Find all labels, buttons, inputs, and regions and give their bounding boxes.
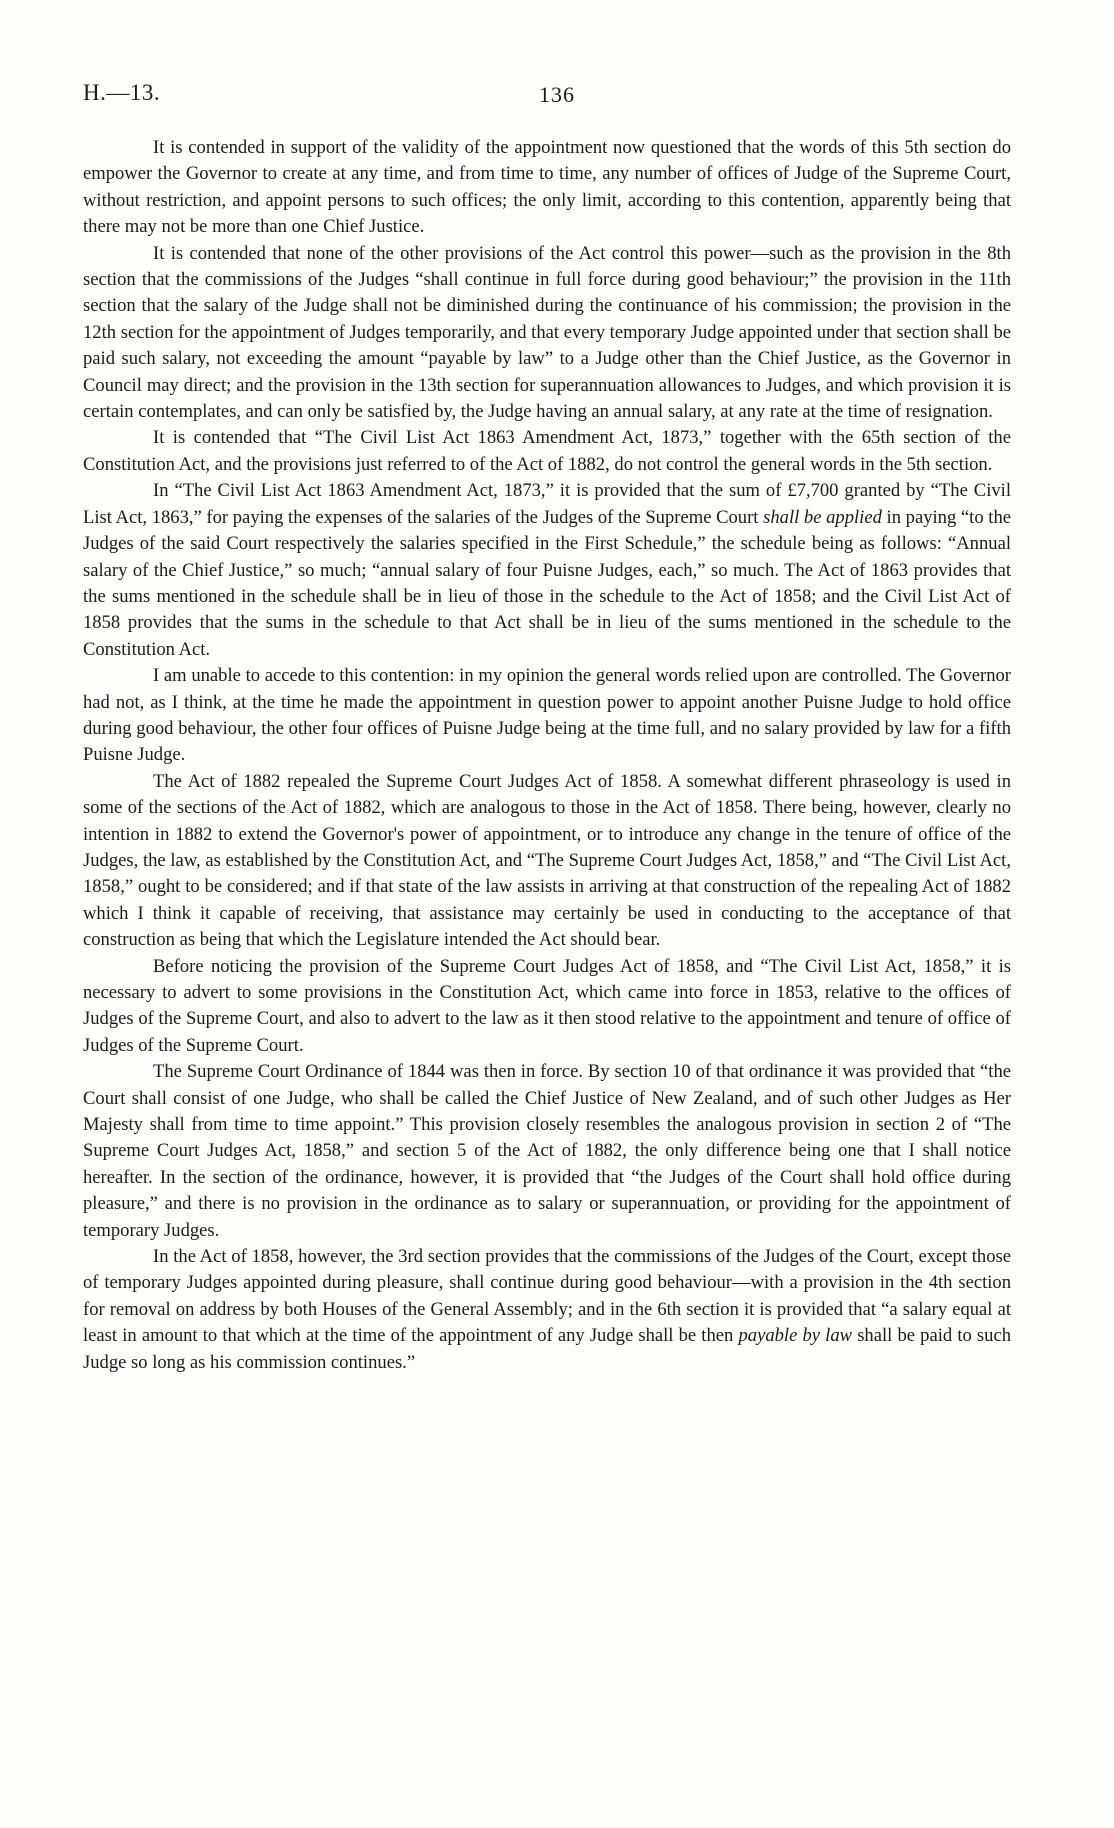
page-number: 136: [539, 82, 575, 107]
paragraph: I am unable to accede to this contention: in my opinion the general words relied upon are controlled. The Governor had not, as I think, at the time he made the appointment in question power to appoint another Puisne Judge to hold office during good behaviour, the other four offices of Puisne Judge being at the time full, and no salary provided by law for a fifth Puisne Judge.: [83, 665, 1011, 766]
paragraph: It is contended that “The Civil List Act 1863 Amendment Act, 1873,” together with the 65th section of the Constitution Act, and the provisions just referred to of the Act of 1882, do not control the general words in the 5th section.: [83, 427, 1011, 475]
paragraph: It is contended in support of the validity of the appointment now questioned that the words of this 5th section do empower the Governor to create at any time, and from time to time, any number of offices of Judge of the Supreme Court, without restriction, and appoint persons to such offices; the only limit, according to this contention, apparently being that there may not be more than one Chief Justice.: [83, 137, 1011, 238]
paragraph: It is contended that none of the other provisions of the Act control this power—such as the provision in the 8th section that the commissions of the Judges “shall continue in full force during good behaviour;” the provision in the 11th section that the salary of the Judge shall not be diminished during the continuance of his commission; the provision in the 12th section for the appointment of Judges temporarily, and that every temporary Judge appointed under that section shall be paid such salary, not exceeding the amount “payable by law” to a Judge other than the Chief Justice, as the Governor in Council may direct; and the provision in the 13th section for superannuation allowances to Judges, and which provision it is certain contemplates, and can only be satisfied by, the Judge having an annual salary, at any rate at the time of resignation.: [83, 242, 1011, 423]
paper-reference: H.—13.: [83, 80, 161, 105]
paragraph: Before noticing the provision of the Supreme Court Judges Act of 1858, and “The Civil List Act, 1858,” it is necessary to advert to some provisions in the Constitution Act, which came into force in 1853, relative to the offices of Judges of the Supreme Court, and also to advert to the law as it then stood relative to the appointment and tenure of office of Judges of the Supreme Court.: [83, 955, 1011, 1056]
paragraph: The Supreme Court Ordinance of 1844 was then in force. By section 10 of that ordinance it was provided that “the Court shall consist of one Judge, who shall be called the Chief Justice of New Zealand, and of such other Judges as Her Majesty shall from time to time appoint.” This provision closely resembles the analogous provision in section 2 of “The Supreme Court Judges Act, 1858,” and section 5 of the Act of 1882, the only difference being one that I shall notice hereafter. In the section of the ordinance, however, it is provided that “the Judges of the Court shall hold office during pleasure,” and there is no provision in the ordinance as to salary or superannuation, or providing for the appointment of temporary Judges.: [83, 1061, 1011, 1241]
body-text: [83, 135, 1011, 1376]
paragraph: The Act of 1882 repealed the Supreme Court Judges Act of 1858. A somewhat different phraseology is used in some of the sections of the Act of 1882, which are analogous to those in the Act of 1858. There being, however, clearly no intention in 1882 to extend the Governor's power of appointment, or to introduce any change in the tenure of office of the Judges, the law, as established by the Constitution Act, and “The Supreme Court Judges Act, 1858,” and “The Civil List Act, 1858,” ought to be considered; and if that state of the law assists in arriving at that construction of the repealing Act of 1882 which I think it capable of receiving, that assistance may certainly be used in conducting to the acceptance of that construction as being that which the Legislature intended the Act should bear.: [83, 770, 1011, 951]
paragraph: In the Act of 1858, however, the 3rd section provides that the commissions of the Judges of the Court, except those of temporary Judges appointed during pleasure, shall continue during good behaviour—with a provision in the 4th section for removal on address by both Houses of the General Assembly; and in the 6th section it is provided that “a salary equal at least in amount to that which at the time of the appointment of any Judge shall be then payable by law shall be paid to such Judge so long as his commission continues.”: [83, 1246, 1012, 1373]
paragraph: In “The Civil List Act 1863 Amendment Act, 1873,” it is provided that the sum of £7,700 granted by “The Civil List Act, 1863,” for paying the expenses of the salaries of the Judges of the Supreme Court shall be applied in paying “to the Judges of the said Court respectively the salaries specified in the First Schedule,” the schedule being as follows: “Annual salary of the Chief Justice,” so much; “annual salary of four Puisne Judges, each,” so much. The Act of 1863 provides that the sums mentioned in the schedule shall be in lieu of those in the schedule to the Act of 1858; and the Civil List Act of 1858 provides that the sums in the schedule to that Act shall be in lieu of the sums mentioned in the schedule to the Constitution Act.: [83, 480, 1012, 660]
